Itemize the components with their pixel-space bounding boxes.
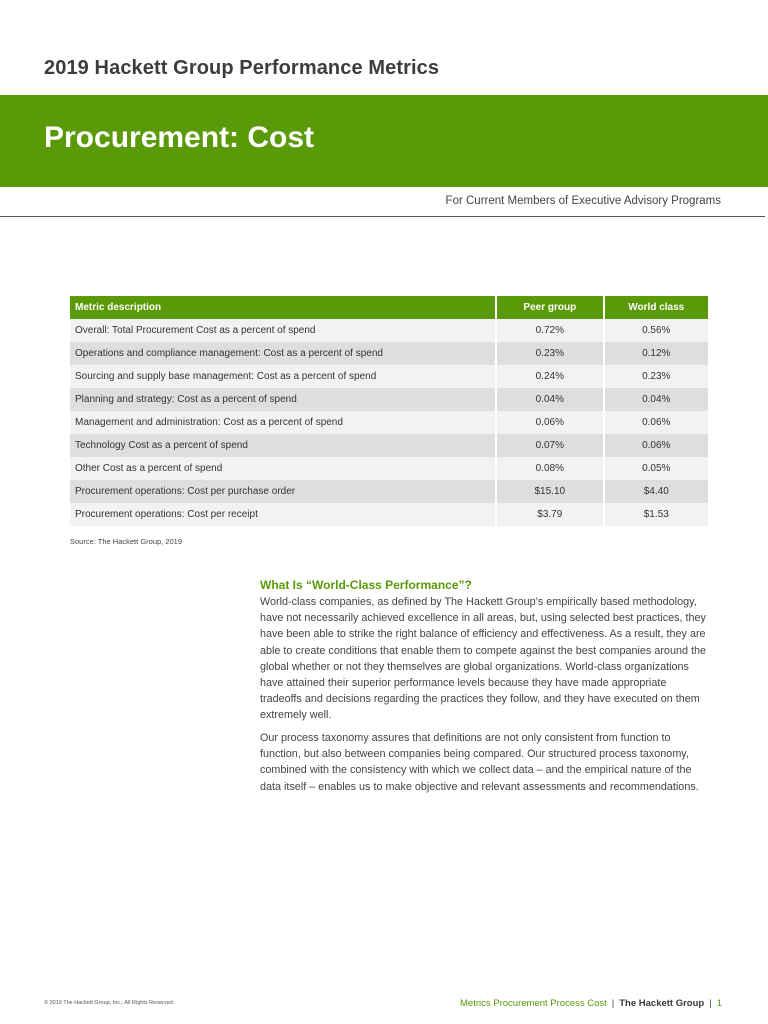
audience-note: For Current Members of Executive Advisory Programs xyxy=(445,195,721,207)
peer-group-value: 0.23% xyxy=(496,342,603,365)
table-row xyxy=(70,457,708,480)
page-title: Procurement: Cost xyxy=(44,121,315,154)
copyright-notice: © 2019 The Hackett Group, Inc.; All Rights Reserved. xyxy=(44,1000,175,1006)
column-header-metric: Metric description xyxy=(70,296,496,319)
world-class-value: 0.56% xyxy=(604,319,708,342)
peer-group-value: 0.24% xyxy=(496,365,603,388)
table-row xyxy=(70,388,708,411)
footer-separator: | xyxy=(611,998,615,1009)
metric-description: Procurement operations: Cost per purchase order xyxy=(70,480,496,503)
body-paragraph: Our process taxonomy assures that definitions are not only consistent from function to function, but also between companies being compared. Our structured process taxonomy, combined with the consistency with which we collect data – and the empirical nature of the data itself – enables us to make objective and relevant assessments and recommendations. xyxy=(260,732,699,793)
world-class-value: 0.12% xyxy=(604,342,708,365)
peer-group-value: 0.72% xyxy=(496,319,603,342)
column-header-peer-group: Peer group xyxy=(496,296,603,319)
column-header-world-class: World class xyxy=(604,296,708,319)
world-class-value: 0.04% xyxy=(604,388,708,411)
peer-group-value: $3.79 xyxy=(496,503,603,526)
world-class-value: $1.53 xyxy=(604,503,708,526)
body-paragraph: World-class companies, as defined by The Hackett Group’s empirically based methodology, have not necessarily achieved excellence in all areas, but, using selected best practices, they have been able to strike the right balance of efficiency and effectiveness. As a result, they are able to create conditions that enable them to compete against the best companies around the global whether or not they themselves are global organizations. World-class organizations have attained their superior performance levels because they have made appropriate tradeoffs and decisions regarding the practices they follow, and they have executed on them extremely well. xyxy=(260,596,706,722)
page-footer xyxy=(460,998,722,1009)
table-row xyxy=(70,342,708,365)
title-banner xyxy=(0,95,768,187)
peer-group-value: 0.07% xyxy=(496,434,603,457)
section-heading: What Is “World-Class Performance”? xyxy=(260,578,472,592)
page-number: 1 xyxy=(716,998,722,1009)
table-row xyxy=(70,319,708,342)
metric-description: Management and administration: Cost as a percent of spend xyxy=(70,411,496,434)
world-class-value: $4.40 xyxy=(604,480,708,503)
peer-group-value: 0.04% xyxy=(496,388,603,411)
table-source-note: Source: The Hackett Group, 2019 xyxy=(70,537,183,546)
footer-brand: The Hackett Group xyxy=(619,998,705,1009)
report-title: 2019 Hackett Group Performance Metrics xyxy=(44,57,440,79)
table-row xyxy=(70,365,708,388)
world-class-value: 0.23% xyxy=(604,365,708,388)
metric-description: Planning and strategy: Cost as a percent of spend xyxy=(70,388,496,411)
table-row xyxy=(70,434,708,457)
world-class-value: 0.06% xyxy=(604,434,708,457)
metric-description: Other Cost as a percent of spend xyxy=(70,457,496,480)
metric-description: Sourcing and supply base management: Cost as a percent of spend xyxy=(70,365,496,388)
table-row xyxy=(70,411,708,434)
peer-group-value: 0.08% xyxy=(496,457,603,480)
metrics-table xyxy=(70,296,708,526)
peer-group-value: $15.10 xyxy=(496,480,603,503)
metric-description: Operations and compliance management: Cost as a percent of spend xyxy=(70,342,496,365)
table-header-row xyxy=(70,296,708,319)
table-row xyxy=(70,480,708,503)
world-class-value: 0.05% xyxy=(604,457,708,480)
metric-description: Overall: Total Procurement Cost as a percent of spend xyxy=(70,319,496,342)
world-class-value: 0.06% xyxy=(604,411,708,434)
metric-description: Procurement operations: Cost per receipt xyxy=(70,503,496,526)
footer-separator: | xyxy=(709,998,712,1009)
header-divider xyxy=(0,216,765,217)
table-row xyxy=(70,503,708,526)
footer-doc-title: Metrics Procurement Process Cost xyxy=(460,998,607,1009)
metric-description: Technology Cost as a percent of spend xyxy=(70,434,496,457)
peer-group-value: 0.06% xyxy=(496,411,603,434)
